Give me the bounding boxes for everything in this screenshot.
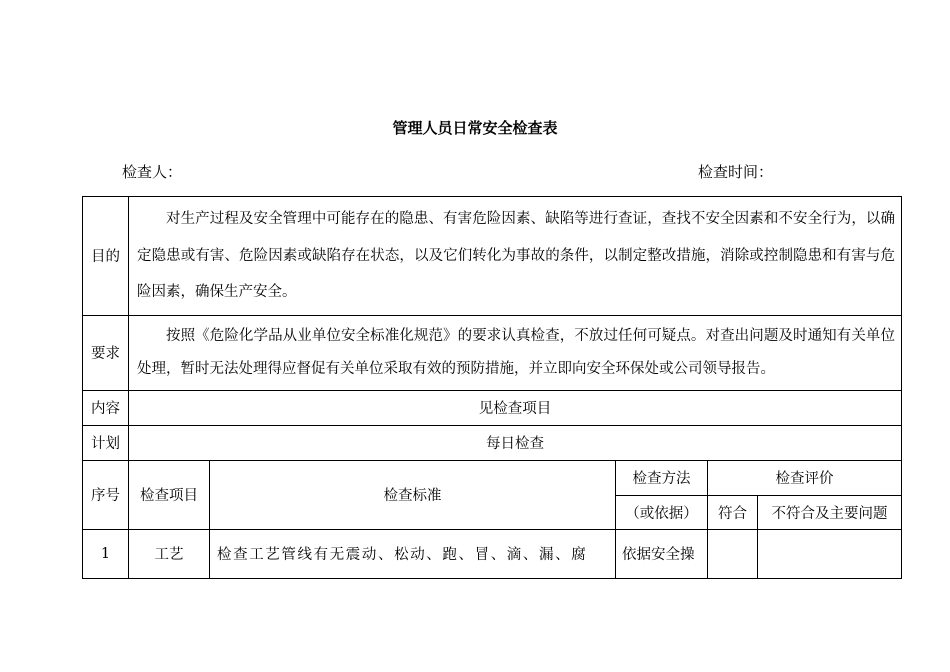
content-label: 内容 [83,390,129,425]
requirement-text: 按照《危险化学品从业单位安全标准化规范》的要求认真检查，不放过任何可疑点。对查出问题及时通知有关单位处理，暂时无法处理得应督促有关单位采取有效的预防措施，并立即向安全环保处或公司领导报告。 [129,315,902,390]
header-method-line1: 检查方法 [616,460,708,495]
header-evaluation: 检查评价 [708,460,902,495]
header-item: 检查项目 [129,460,210,529]
purpose-text: 对生产过程及安全管理中可能存在的隐患、有害危险因素、缺陷等进行查证，查找不安全因素和不安全行为，以确定隐患或有害、危险因素或缺陷存在状态，以及它们转化为事故的条件，以制定整改措施，消除或控制隐患和有害与危险因素，确保生产安全。 [129,197,902,316]
item-nonconform-cell[interactable] [758,529,902,578]
header-no: 序号 [83,460,129,529]
header-row-1 [83,460,902,495]
plan-value: 每日检查 [129,425,902,460]
inspect-time-label: 检查时间： [698,163,774,181]
item-name: 工艺 [129,529,210,578]
requirement-row [83,315,902,390]
page-title: 管理人员日常安全检查表 [392,119,558,137]
item-standard: 检查工艺管线有无震动、松动、跑、冒、滴、漏、腐 [210,529,616,578]
purpose-row [83,197,902,316]
content-value: 见检查项目 [129,390,902,425]
header-conform: 符合 [708,495,758,529]
header-nonconform: 不符合及主要问题 [758,495,902,529]
requirement-label: 要求 [83,315,129,390]
plan-row [83,425,902,460]
header-standard: 检查标准 [210,460,616,529]
header-method-line2: （或依据） [616,495,708,529]
table-row [83,529,902,578]
inspector-label: 检查人： [122,163,183,181]
item-conform-cell[interactable] [708,529,758,578]
plan-label: 计划 [83,425,129,460]
purpose-label: 目的 [83,197,129,316]
content-row [83,390,902,425]
item-method: 依据安全操 [616,529,708,578]
inspection-table [82,196,902,579]
item-no: 1 [83,529,129,578]
